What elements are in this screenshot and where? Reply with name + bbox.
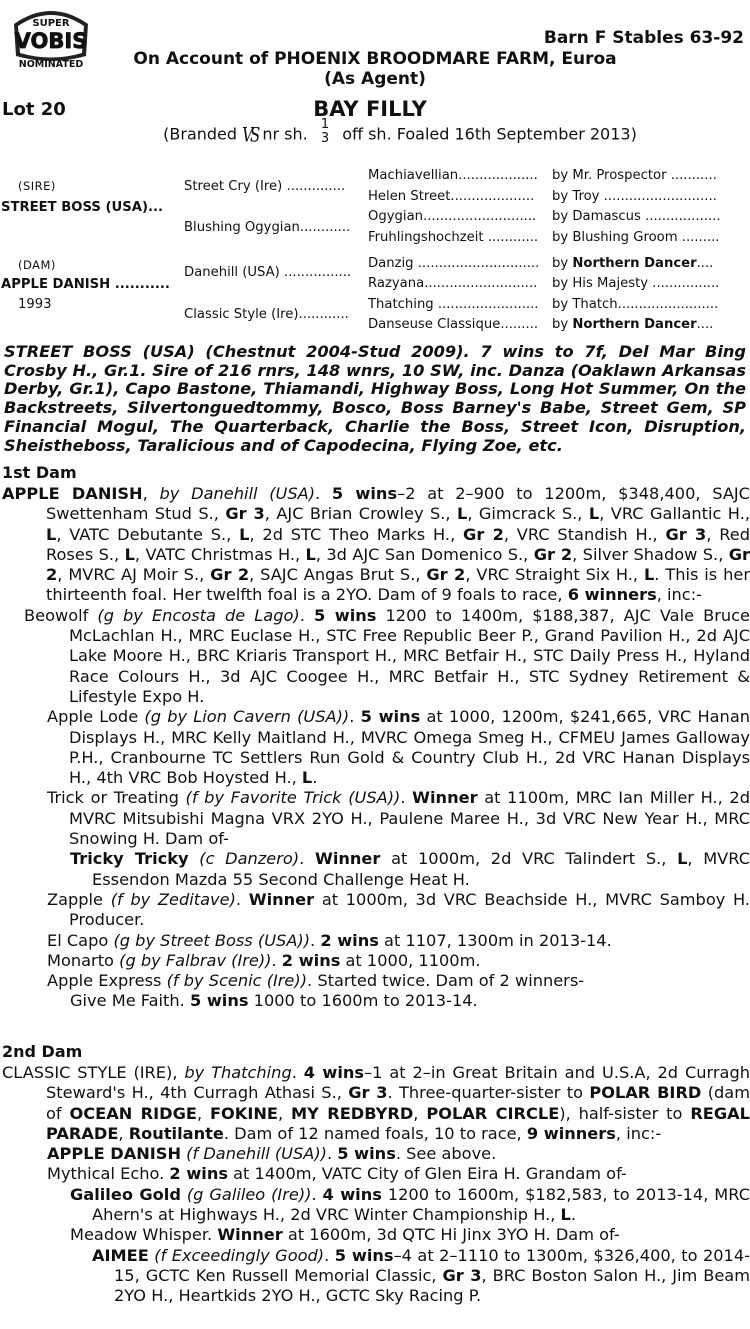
sire-summary: STREET BOSS (USA) (Chestnut 2004-Stud 2009). 7 wins to 7f, Del Mar Bing Crosby H., Gr.1. Sire of 216 rnrs, 148 wnrs, 10 SW, inc. Danza (Oaklawn Arkansas Derby, Gr.1), Capo Bastone, Thiamandi, Highway Boss, Long Hot Summer, On the Backstreets, Silvertonguedtommy, Bosco, Boss Barney's Babe, Street Gem, SP Financial Mogul, The Quarterback, Charlie the Boss, Street Icon, Disruption, Sheistheboss, Taralicious and of Capodecina, Flying Zoe, etc.	[4, 342, 746, 455]
pedigree-g3: Thatching ........................	[368, 297, 539, 312]
horse-description: BAY FILLY	[313, 97, 427, 121]
progeny-entry: Beowolf (g by Encosta de Lago). 5 wins 1200 to 1400m, $188,387, AJC Vale Bruce McLachlan H., MRC Euclase H., STC Free Republic Beer P., Grand Pavilion H., 2d AJC Lake Moore H., BRC Kriaris Transport H., MRC Betfair H., STC Daily Press H., Hyland Race Colours H., 3d AJC Coogee H., MRC Betfair H., STC Sydney Retirement & Lifestyle Expo H.	[24, 605, 750, 706]
pedigree-g3: Fruhlingshochzeit ............	[368, 230, 539, 245]
progeny-entry: Monarto (g by Falbrav (Ire)). 2 wins at 1000, 1100m.	[47, 950, 481, 970]
dam-year: 1993	[18, 297, 52, 312]
pedigree-g4: by Troy ...........................	[552, 189, 717, 204]
pedigree-g4: by His Majesty ................	[552, 276, 720, 291]
second-dam-section	[2, 1063, 750, 1307]
pedigree-g2: Danehill (USA) ................	[184, 265, 352, 280]
brand-line: (Branded VS nr sh. 1 3 off sh. Foaled 16th September 2013)	[163, 117, 637, 147]
progeny-entry: El Capo (g by Street Boss (USA)). 2 wins at 1107, 1300m in 2013-14.	[47, 930, 612, 950]
progeny-entry: Apple Express (f by Scenic (Ire)). Started twice. Dam of 2 winners-	[47, 971, 585, 991]
vendor-agent: (As Agent)	[324, 69, 426, 89]
vendor-account	[0, 49, 750, 89]
progeny-entry: Meadow Whisper. Winner at 1600m, 3d QTC Hi Jinx 3YO H. Dam of-	[70, 1225, 620, 1245]
first-dam-section	[2, 484, 750, 1012]
progeny-entry: Give Me Faith. 5 wins 1000 to 1600m to 2013-14.	[70, 991, 478, 1011]
pedigree-g4: by Northern Dancer....	[552, 317, 714, 332]
pedigree-g3: Machiavellian...................	[368, 168, 538, 183]
vendor-name: On Account of PHOENIX BROODMARE FARM, Euroa	[133, 49, 617, 69]
dam-name: APPLE DANISH ...........	[1, 277, 170, 292]
pedigree-g4: by Thatch........................	[552, 297, 719, 312]
progeny-entry: Apple Lode (g by Lion Cavern (USA)). 5 wins at 1000, 1200m, $241,665, VRC Hanan Displays H., MRC Kelly Maitland H., MVRC Omega Smeg H., CFMEU James Galloway P.H., Cranbourne TC Settlers Run Gold & Country Club H., 2d VRC Hanan Displays H., 4th VRC Bob Hoysted H., L.	[47, 707, 750, 788]
sire-name: STREET BOSS (USA)...	[1, 200, 164, 215]
second-dam-entry: CLASSIC STYLE (IRE), by Thatching. 4 wins–1 at 2–in Great Britain and U.S.A, 2d Curragh Steward's H., 4th Curragh Athasi S., Gr 3. Three-quarter-sister to POLAR BIRD (dam of OCEAN RIDGE, FOKINE, MY REDBYRD, POLAR CIRCLE), half-sister to REGAL PARADE, Routilante. Dam of 12 named foals, 10 to race, 9 winners, inc:-	[2, 1063, 750, 1143]
progeny-entry: Zapple (f by Zeditave). Winner at 1000m, 3d VRC Beachside H., MVRC Samboy H. Producer.	[47, 889, 750, 930]
brand-fraction: 1 3	[320, 117, 330, 146]
stables-location: Barn F Stables 63-92	[543, 28, 744, 48]
svg-text:SUPER: SUPER	[32, 18, 70, 29]
progeny-entry: APPLE DANISH (f Danehill (USA)). 5 wins. See above.	[47, 1144, 497, 1164]
pedigree-g4: by Northern Dancer....	[552, 256, 714, 271]
dam-role: (DAM)	[18, 258, 56, 272]
pedigree-g4: by Mr. Prospector ...........	[552, 168, 717, 183]
pedigree-g4: by Damascus ..................	[552, 209, 721, 224]
pedigree-g3: Danzig .............................	[368, 256, 540, 271]
brand-mark: VS	[242, 122, 258, 147]
progeny-entry: Trick or Treating (f by Favorite Trick (USA)). Winner at 1100m, MRC Ian Miller H., 2d MVRC Mitsubishi Magna VRX 2YO H., Paulene Maree H., 3d VRC New Year H., MRC Snowing H. Dam of-	[47, 788, 750, 849]
svg-text:VOBIS: VOBIS	[14, 29, 88, 53]
pedigree-g3: Helen Street....................	[368, 189, 535, 204]
pedigree-g3: Danseuse Classique.........	[368, 317, 539, 332]
pedigree-g2: Street Cry (Ire) ..............	[184, 179, 346, 194]
progeny-entry: Tricky Tricky (c Danzero). Winner at 1000m, 2d VRC Talindert S., L, MVRC Essendon Mazda 55 Second Challenge Heat H.	[70, 849, 750, 889]
pedigree-g4: by Blushing Groom .........	[552, 230, 720, 245]
first-dam-entry: APPLE DANISH, by Danehill (USA). 5 wins–2 at 2–900 to 1200m, $348,400, SAJC Swettenham Stud S., Gr 3, AJC Brian Crowley S., L, Gimcrack S., L, VRC Gallantic H., L, VATC Debutante S., L, 2d STC Theo Marks H., Gr 2, VRC Standish H., Gr 3, Red Roses S., L, VATC Christmas H., L, 3d AJC San Domenico S., Gr 2, Silver Shadow S., Gr 2, MVRC AJ Moir S., Gr 2, SAJC Angas Brut S., Gr 2, VRC Straight Six H., L. This is her thirteenth foal. Her twelfth foal is a 2YO. Dam of 9 foals to race, 6 winners, inc:-	[2, 484, 750, 605]
progeny-entry: Galileo Gold (g Galileo (Ire)). 4 wins 1200 to 1600m, $182,583, to 2013-14, MRC Ahern's at Highways H., 2d VRC Winter Championship H., L.	[70, 1184, 750, 1225]
pedigree-g3: Ogygian...........................	[368, 209, 537, 224]
svg-text:NOMINATED: NOMINATED	[18, 59, 84, 70]
sire-role: (SIRE)	[18, 179, 56, 193]
pedigree-g2: Blushing Ogygian............	[184, 220, 351, 235]
lot-number: Lot 20	[2, 99, 66, 120]
first-dam-heading: 1st Dam	[2, 463, 77, 482]
second-dam-heading: 2nd Dam	[2, 1042, 83, 1061]
pedigree-g3: Razyana...........................	[368, 276, 538, 291]
progeny-entry: Mythical Echo. 2 wins at 1400m, VATC City of Glen Eira H. Grandam of-	[47, 1164, 627, 1184]
progeny-entry: AIMEE (f Exceedingly Good). 5 wins–4 at 2–1110 to 1300m, $326,400, to 2014-15, GCTC Ken Russell Memorial Classic, Gr 3, BRC Boston Salon H., Jim Beam 2YO H., Heartkids 2YO H., GCTC Sky Racing P.	[92, 1245, 750, 1306]
pedigree-g2: Classic Style (Ire)............	[184, 307, 349, 322]
